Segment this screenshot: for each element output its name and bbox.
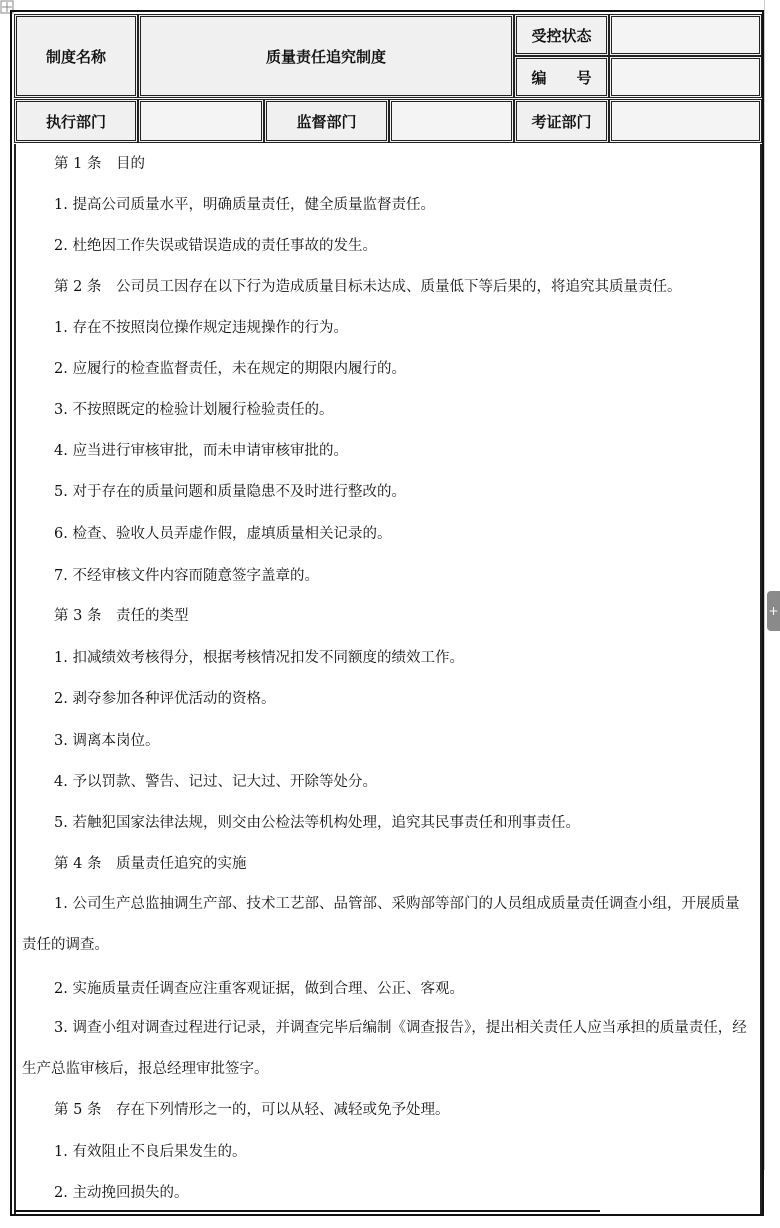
- control-status-label: 受控状态: [514, 14, 609, 56]
- clause-heading: 第 2 条 公司员工因存在以下行为造成质量目标未达成、质量低下等后果的，将追究其质量责任。: [54, 279, 682, 295]
- clause-item: 3. 调查小组对调查过程进行记录，并调查完毕后编制《调查报告》，提出相关责任人应当承担的质量责任，经生产总监审核后，报总经理审批签字。: [22, 1020, 747, 1077]
- clause-item: 6. 检查、验收人员弄虚作假，虚填质量相关记录的。: [54, 526, 392, 542]
- exec-dept-label: 执行部门: [14, 99, 138, 143]
- clause-item: 2. 杜绝因工作失误或错误造成的责任事故的发生。: [54, 238, 377, 254]
- clause-item: 4. 予以罚款、警告、记过、记大过、开除等处分。: [54, 774, 377, 790]
- supervise-dept-value[interactable]: [389, 99, 514, 143]
- clause-item: 1. 公司生产总监抽调生产部、技术工艺部、品管部、采购部等部门的人员组成质量责任调查小组，开展质量责任的调查。: [22, 896, 740, 953]
- clause-item: 1. 提高公司质量水平，明确质量责任，健全质量监督责任。: [54, 197, 435, 213]
- clause-item: 1. 有效阻止不良后果发生的。: [54, 1144, 247, 1160]
- clause-item: 7. 不经审核文件内容而随意签字盖章的。: [54, 568, 319, 584]
- clause-heading: 第 4 条 质量责任追究的实施: [54, 856, 247, 872]
- policy-name-value[interactable]: 质量责任追究制度: [138, 14, 514, 98]
- clause-heading: 第 3 条 责任的类型: [54, 608, 189, 624]
- clause-item: 2. 应履行的检查监督责任，未在规定的期限内履行的。: [54, 361, 406, 377]
- clause-item: 2. 主动挽回损失的。: [54, 1185, 189, 1201]
- clause-item: 5. 对于存在的质量问题和质量隐患不及时进行整改的。: [54, 484, 406, 500]
- page-bottom-rule: [14, 1210, 600, 1216]
- control-status-value[interactable]: [609, 14, 762, 56]
- clause-item: 1. 扣减绩效考核得分，根据考核情况扣发不同额度的绩效工作。: [54, 650, 464, 666]
- expand-tab-icon[interactable]: +: [767, 591, 780, 631]
- clause-item: 2. 剥夺参加各种评优活动的资格。: [54, 691, 276, 707]
- clause-item: 3. 不按照既定的检验计划履行检验责任的。: [54, 402, 334, 418]
- verify-dept-value[interactable]: [609, 99, 762, 143]
- policy-name-label: 制度名称: [14, 14, 138, 98]
- clause-item: 2. 实施质量责任调查应注重客观证据，做到合理、公正、客观。: [54, 981, 464, 997]
- clause-heading: 第 5 条 存在下列情形之一的，可以从轻、减轻或免予处理。: [54, 1102, 450, 1118]
- number-label: 编 号: [514, 56, 609, 98]
- page-margin-rule: [764, 0, 765, 1170]
- clause-heading: 第 1 条 目的: [54, 156, 145, 172]
- exec-dept-value[interactable]: [138, 99, 264, 143]
- clause-item: 3. 调离本岗位。: [54, 733, 160, 749]
- number-value[interactable]: [609, 56, 762, 98]
- verify-dept-label: 考证部门: [514, 99, 609, 143]
- supervise-dept-label: 监督部门: [264, 99, 389, 143]
- clause-item: 5. 若触犯国家法律法规，则交由公检法等机构处理，追究其民事责任和刑事责任。: [54, 815, 580, 831]
- clause-item: 1. 存在不按照岗位操作规定违规操作的行为。: [54, 320, 348, 336]
- clause-item: 4. 应当进行审核审批，而未申请审核审批的。: [54, 443, 348, 459]
